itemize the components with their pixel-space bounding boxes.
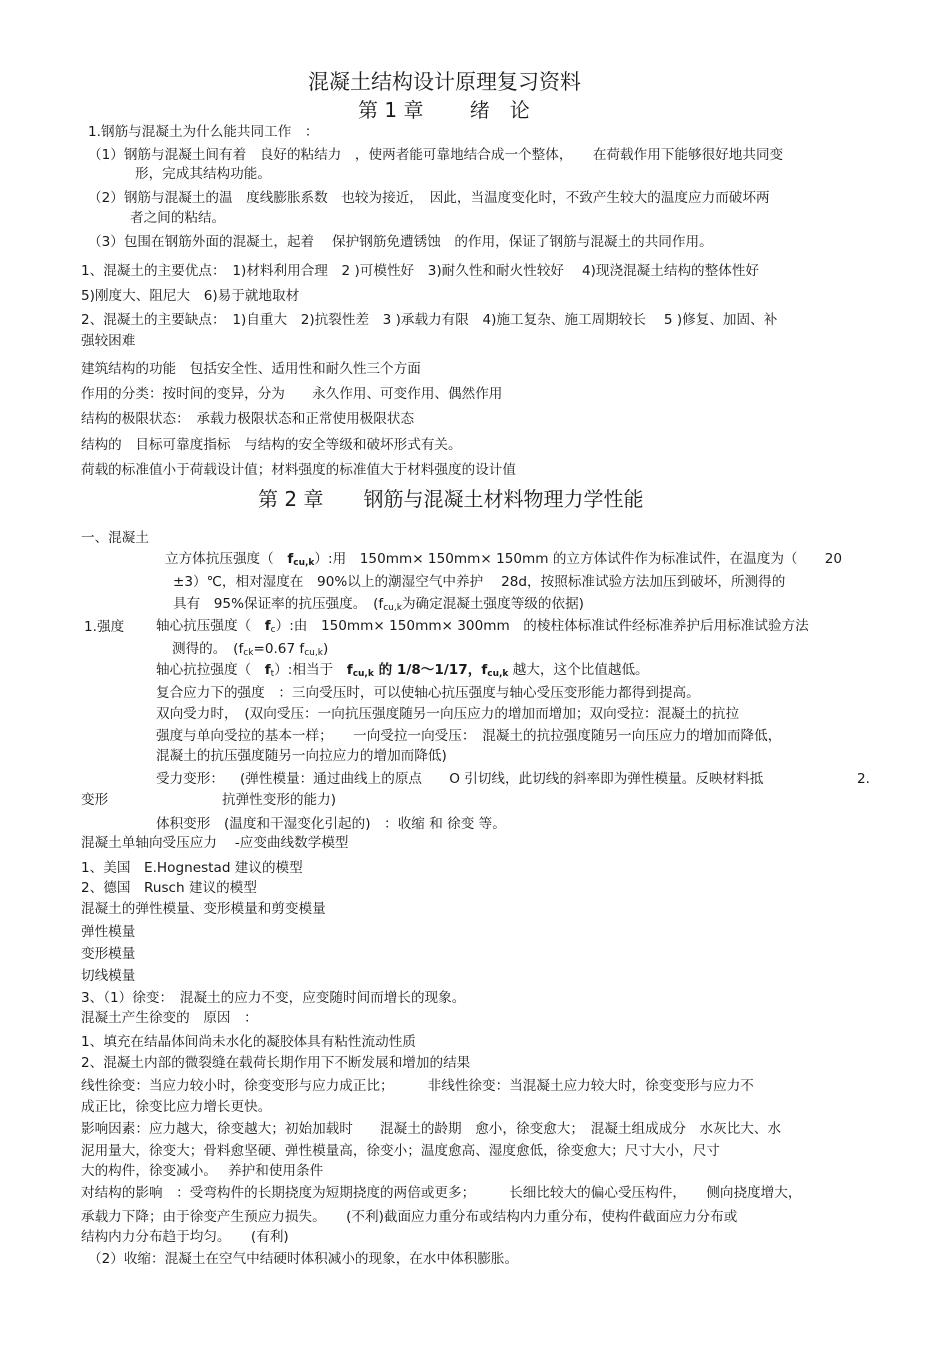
text-line: （2）钢筋与混凝土的温 度线膨胀系数 也较为接近， 因此，当温度变化时，不致产生较大的温度应力而破坏两 [88,190,770,206]
text-line: 结构的极限状态： 承载力极限状态和正常使用极限状态 [81,411,415,427]
text-line: 1、填充在结晶体间尚未水化的凝胶体具有粘性流动性质 [81,1034,416,1050]
text-line: 强度与单向受拉的基本一样； 一向受拉一向受压： 混凝土的抗拉强度随另一向压应力的增加而降低， [156,728,782,744]
text-line: 5)刚度大、阻尼大 6)易于就地取材 [81,288,300,304]
document-title: 混凝土结构设计原理复习资料 [308,70,581,94]
text-line: 结构内力分布趋于均匀。 (有利) [81,1229,289,1245]
text-line: 承载力下降；由于徐变产生预应力损失。 (不利)截面应力重分布或结构内力重分布，使构件截面应力分布或 [81,1209,738,1225]
text-line: 1、美国 E.Hognestad 建议的模型 [81,860,303,876]
text-line: 测得的。 ($f_{ck}=0.67$ $f_{cu,k}$) [172,641,329,658]
text-line: 混凝土的抗压强度随另一向拉应力的增加而降低) [156,748,447,764]
text-line: 1、混凝土的主要优点： 1)材料利用合理 2 )可模性好 3)耐久性和耐火性较好 4)现浇混凝土结构的整体性好 [81,263,760,279]
text-line: 轴心抗压强度（ $f_c$）:由 150mm× 150mm× 300mm 的棱柱体标准试件经标准养护后用标准试验方法 [156,618,809,635]
text-line: 双向受力时， (双向受压：一向抗压强度随另一向压应力的增加而增加；双向受拉：混凝土的抗拉 [156,706,740,722]
text-line: 大的构件，徐变减小。 养护和使用条件 [81,1163,324,1179]
text-line: 立方体抗压强度（ $f_{cu,k}$）:用 150mm× 150mm× 150mm 的立方体试件作为标准试件，在温度为（ 20 [165,551,842,568]
text-line: 切线模量 [81,968,136,984]
text-line: 2. [857,771,870,787]
text-line: 2、混凝土的主要缺点： 1)自重大 2)抗裂性差 3 )承载力有限 4)施工复杂、施工周期较长 5 )修复、加固、补 [81,312,778,328]
chapter-2-heading: 第 2 章 钢筋与混凝土材料物理力学性能 [258,487,644,511]
text-line: 具有 95%保证率的抗压强度。 ($f_{cu,k}$为确定混凝土强度等级的依据) [173,596,584,613]
text-line: 结构的 目标可靠度指标 与结构的安全等级和破坏形式有关。 [81,437,462,453]
text-line: 者之间的粘结。 [130,210,226,226]
text-line: 体积变形 (温度和干湿变化引起的) ：收缩 和 徐变 等。 [156,816,506,832]
text-line: 2、混凝土内部的微裂缝在载荷长期作用下不断发展和增加的结果 [81,1055,471,1071]
chapter-1-heading: 第 1 章 绪 论 [358,98,530,122]
text-line: 3、（1）徐变： 混凝土的应力不变，应变随时间而增长的现象。 [81,990,466,1006]
text-line: 弹性模量 [81,924,136,940]
text-line: 作用的分类：按时间的变异，分为 永久作用、可变作用、偶然作用 [81,386,503,402]
text-line: 成正比，徐变比应力增长更快。 [81,1099,272,1115]
text-line: 1.钢筋与混凝土为什么能共同工作 ： [88,124,319,140]
text-line: 复合应力下的强度 ：三向受压时，可以使轴心抗压强度与轴心受压变形能力都得到提高。 [156,685,700,701]
text-line: 形，完成其结构功能。 [135,166,271,182]
text-line: 泥用量大，徐变大；骨料愈坚硬、弹性模量高，徐变小；温度愈高、湿度愈低，徐变愈大；尺寸大小，尺寸 [81,1143,720,1159]
text-line: 2、德国 Rusch 建议的模型 [81,880,257,896]
text-line: 对结构的影响 ：受弯构件的长期挠度为短期挠度的两倍或更多； 长细比较大的偏心受压构件， 侧向挠度增大， [81,1185,802,1201]
text-line: 线性徐变：当应力较小时，徐变变形与应力成正比； 非线性徐变：当混凝土应力较大时，徐变变形与应力不 [81,1078,754,1094]
text-line: 强较困难 [81,333,136,349]
text-line: 轴心抗拉强度（ $f_t$）:相当于 $f_{cu,k}$ 的 1/8～1/17，$f_{cu,k}$ 越大，这个比值越低。 [156,662,649,679]
text-line: 建筑结构的功能 包括安全性、适用性和耐久性三个方面 [81,361,421,377]
text-line: 混凝土的弹性模量、变形模量和剪变模量 [81,901,326,917]
text-line: 受力变形： [156,771,224,787]
text-line: （3）包围在钢筋外面的混凝土，起着 保护钢筋免遭锈蚀 的作用，保证了钢筋与混凝土的共同作用。 [88,234,713,250]
text-line: 抗弹性变形的能力) [222,792,337,808]
text-line: （1）钢筋与混凝土间有着 良好的粘结力 ，使两者能可靠地结合成一个整体， 在荷载作用下能够很好地共同变 [88,147,784,163]
text-line: 变形模量 [81,946,136,962]
text-line: 荷载的标准值小于荷载设计值；材料强度的标准值大于材料强度的设计值 [81,462,516,478]
text-line: ±3）℃，相对湿度在 90%以上的潮湿空气中养护 28d，按照标准试验方法加压到破坏，所测得的 [173,574,786,590]
text-line: （2）收缩：混凝土在空气中结硬时体积减小的现象，在水中体积膨胀。 [88,1251,519,1267]
text-line: 变形 [81,792,109,808]
text-line: (弹性模量：通过曲线上的原点 O 引切线，此切线的斜率即为弹性模量。反映材料抵 [240,771,764,787]
text-line: 影响因素：应力越大，徐变越大；初始加载时 混凝土的龄期 愈小，徐变愈大； 混凝土组成成分 水灰比大、水 [81,1121,782,1137]
text-line: 1.强度 [84,619,125,635]
text-line: 混凝土单轴向受压应力 -应变曲线数学模型 [81,835,349,851]
text-line: 混凝土产生徐变的 原因 ： [81,1010,258,1026]
section-heading: 一、混凝土 [81,530,149,546]
